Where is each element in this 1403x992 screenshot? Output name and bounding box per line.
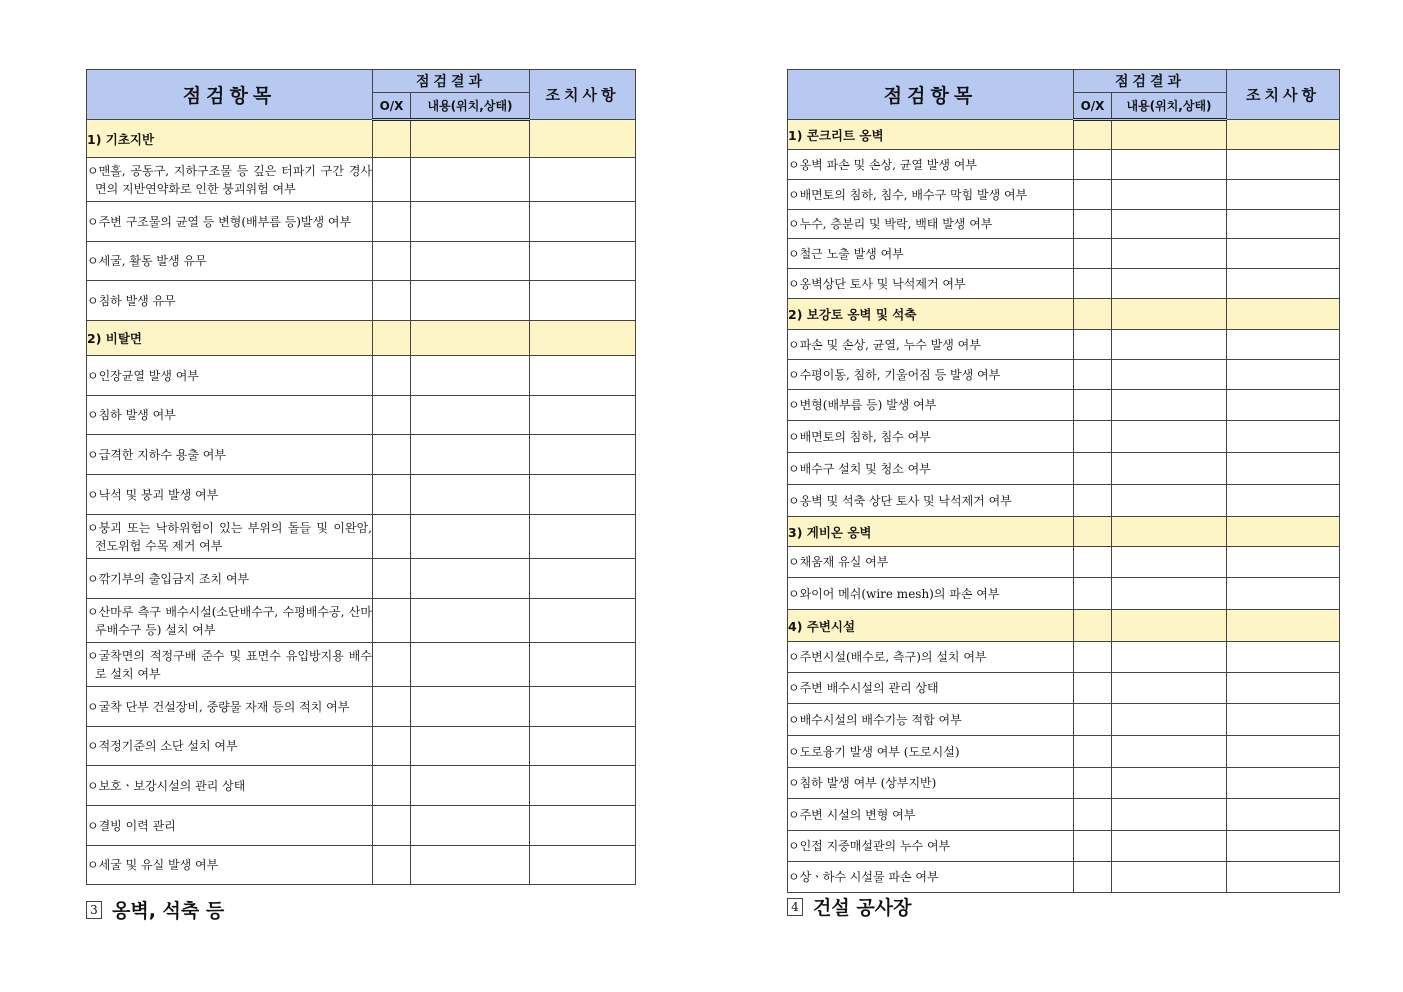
ox-cell[interactable] bbox=[373, 846, 411, 885]
content-cell[interactable] bbox=[1112, 517, 1227, 547]
section-title-cell: 3) 게비온 옹벽 bbox=[788, 517, 1074, 547]
content-cell[interactable] bbox=[411, 158, 530, 202]
section-number-box: 3 bbox=[86, 901, 102, 919]
action-cell[interactable] bbox=[530, 321, 636, 356]
check-item-text: ㅇ낙석 및 붕괴 발생 여부 bbox=[87, 487, 219, 502]
content-cell[interactable] bbox=[1112, 421, 1227, 453]
check-item-cell bbox=[788, 239, 1074, 269]
section-row bbox=[788, 517, 1340, 547]
section-title-cell: 1) 콘크리트 옹벽 bbox=[788, 120, 1074, 150]
check-item-row bbox=[788, 421, 1340, 453]
ox-cell[interactable] bbox=[1074, 269, 1112, 299]
action-cell[interactable] bbox=[1227, 299, 1340, 330]
header-ox: O/X bbox=[1074, 93, 1112, 120]
check-item-text: ㅇ세굴, 활동 발생 유무 bbox=[87, 254, 207, 268]
check-item-cell bbox=[87, 242, 373, 281]
ox-cell[interactable] bbox=[1074, 862, 1112, 893]
content-cell[interactable] bbox=[411, 846, 530, 885]
check-item-cell bbox=[788, 704, 1074, 736]
action-cell[interactable] bbox=[530, 356, 636, 396]
check-item-cell bbox=[788, 360, 1074, 390]
content-cell[interactable] bbox=[411, 727, 530, 766]
ox-cell[interactable] bbox=[373, 158, 411, 202]
check-item-row bbox=[788, 180, 1340, 210]
check-item-text: ㅇ도로융기 발생 여부 (도로시설) bbox=[788, 744, 960, 759]
content-cell[interactable] bbox=[1112, 390, 1227, 421]
check-item-cell bbox=[87, 475, 373, 515]
check-item-cell bbox=[87, 396, 373, 435]
check-item-row bbox=[788, 768, 1340, 799]
section-title-cell: 2) 보강토 옹벽 및 석축 bbox=[788, 299, 1074, 330]
check-item-text: ㅇ산마루 측구 배수시설(소단배수구, 수평배수공, 산마루배수구 등) 설치 여부 bbox=[87, 604, 372, 637]
ox-cell[interactable] bbox=[1074, 421, 1112, 453]
check-item-text: ㅇ인장균열 발생 여부 bbox=[87, 368, 199, 383]
check-item-text: ㅇ적정기준의 소단 설치 여부 bbox=[87, 739, 238, 753]
action-cell[interactable] bbox=[1227, 150, 1340, 180]
action-cell[interactable] bbox=[1227, 736, 1340, 768]
ox-cell[interactable] bbox=[1074, 239, 1112, 269]
ox-cell[interactable] bbox=[1074, 360, 1112, 390]
right-section-caption bbox=[787, 893, 911, 920]
section-title-cell: 2) 비탈면 bbox=[87, 321, 373, 356]
content-cell[interactable] bbox=[411, 559, 530, 599]
action-cell[interactable] bbox=[1227, 704, 1340, 736]
action-cell[interactable] bbox=[530, 643, 636, 687]
check-item-cell bbox=[87, 766, 373, 806]
check-item-text: ㅇ배수구 설치 및 청소 여부 bbox=[788, 461, 931, 476]
ox-cell[interactable] bbox=[373, 687, 411, 727]
section-title: 옹벽, 석축 등 bbox=[112, 900, 225, 922]
check-item-row bbox=[788, 269, 1340, 299]
action-cell[interactable] bbox=[1227, 485, 1340, 517]
check-item-row bbox=[87, 687, 636, 727]
check-item-cell bbox=[87, 846, 373, 885]
ox-cell[interactable] bbox=[1074, 299, 1112, 330]
ox-cell[interactable] bbox=[373, 599, 411, 643]
ox-cell[interactable] bbox=[1074, 330, 1112, 360]
check-item-cell bbox=[87, 806, 373, 846]
section-row bbox=[788, 610, 1340, 642]
action-cell[interactable] bbox=[1227, 831, 1340, 862]
check-item-cell bbox=[788, 642, 1074, 673]
action-cell[interactable] bbox=[530, 435, 636, 475]
check-item-cell bbox=[788, 547, 1074, 578]
section-title-cell: 4) 주변시설 bbox=[788, 610, 1074, 642]
check-item-cell bbox=[788, 210, 1074, 239]
ox-cell[interactable] bbox=[1074, 485, 1112, 517]
check-item-text: ㅇ옹벽 파손 및 손상, 균열 발생 여부 bbox=[788, 157, 977, 172]
check-item-row bbox=[87, 515, 636, 559]
ox-cell[interactable] bbox=[1074, 831, 1112, 862]
check-item-text: ㅇ맨홀, 공동구, 지하구조물 등 깊은 터파기 구간 경사면의 지반연약화로 인한 붕괴위험 여부 bbox=[87, 163, 372, 196]
check-item-text: ㅇ깎기부의 출입금지 조치 여부 bbox=[87, 571, 250, 586]
check-item-row bbox=[788, 360, 1340, 390]
ox-cell[interactable] bbox=[373, 321, 411, 356]
check-item-row bbox=[87, 599, 636, 643]
check-item-row bbox=[788, 736, 1340, 768]
content-cell[interactable] bbox=[1112, 831, 1227, 862]
ox-cell[interactable] bbox=[373, 242, 411, 281]
check-item-text: ㅇ주변 배수시설의 관리 상태 bbox=[788, 681, 939, 695]
ox-cell[interactable] bbox=[1074, 642, 1112, 673]
content-cell[interactable] bbox=[411, 806, 530, 846]
check-item-cell bbox=[788, 799, 1074, 831]
check-item-cell bbox=[87, 356, 373, 396]
ox-cell[interactable] bbox=[1074, 517, 1112, 547]
left-table-header bbox=[87, 70, 636, 120]
check-item-row bbox=[87, 202, 636, 242]
ox-cell[interactable] bbox=[1074, 736, 1112, 768]
right-inspection-table bbox=[787, 69, 1340, 893]
content-cell[interactable] bbox=[1112, 239, 1227, 269]
content-cell[interactable] bbox=[411, 475, 530, 515]
content-cell[interactable] bbox=[1112, 210, 1227, 239]
content-cell[interactable] bbox=[1112, 360, 1227, 390]
check-item-row bbox=[788, 547, 1340, 578]
action-cell[interactable] bbox=[1227, 360, 1340, 390]
check-item-text: ㅇ배면토의 침하, 침수 여부 bbox=[788, 429, 931, 444]
check-item-cell bbox=[87, 687, 373, 727]
section-row bbox=[788, 299, 1340, 330]
ox-cell[interactable] bbox=[373, 643, 411, 687]
content-cell[interactable] bbox=[1112, 299, 1227, 330]
action-cell[interactable] bbox=[530, 475, 636, 515]
check-item-cell bbox=[788, 330, 1074, 360]
check-item-row bbox=[87, 643, 636, 687]
right-table-body bbox=[788, 120, 1340, 893]
action-cell[interactable] bbox=[1227, 517, 1340, 547]
check-item-cell bbox=[87, 515, 373, 559]
check-item-cell bbox=[788, 736, 1074, 768]
check-item-text: ㅇ배수시설의 배수기능 적합 여부 bbox=[788, 712, 962, 727]
check-item-row bbox=[788, 453, 1340, 485]
check-item-text: ㅇ결빙 이력 관리 bbox=[87, 818, 176, 833]
content-cell[interactable] bbox=[1112, 120, 1227, 150]
ox-cell[interactable] bbox=[373, 120, 411, 158]
check-item-cell bbox=[87, 559, 373, 599]
action-cell[interactable] bbox=[1227, 642, 1340, 673]
ox-cell[interactable] bbox=[1074, 768, 1112, 799]
check-item-text: ㅇ와이어 메쉬(wire mesh)의 파손 여부 bbox=[788, 586, 1000, 601]
check-item-text: ㅇ누수, 층분리 및 박락, 백태 발생 여부 bbox=[788, 217, 993, 231]
check-item-row bbox=[788, 330, 1340, 360]
action-cell[interactable] bbox=[1227, 799, 1340, 831]
left-inspection-table bbox=[86, 69, 636, 885]
action-cell[interactable] bbox=[530, 158, 636, 202]
check-item-row bbox=[788, 150, 1340, 180]
check-item-row bbox=[788, 831, 1340, 862]
action-cell[interactable] bbox=[1227, 768, 1340, 799]
check-item-row bbox=[87, 242, 636, 281]
check-item-row bbox=[788, 799, 1340, 831]
ox-cell[interactable] bbox=[1074, 210, 1112, 239]
content-cell[interactable] bbox=[1112, 269, 1227, 299]
check-item-text: ㅇ침하 발생 여부 bbox=[87, 408, 176, 422]
check-item-text: ㅇ옹벽상단 토사 및 낙석제거 여부 bbox=[788, 276, 966, 291]
check-item-text: ㅇ채움재 유실 여부 bbox=[788, 555, 889, 569]
check-item-cell bbox=[788, 862, 1074, 893]
action-cell[interactable] bbox=[1227, 673, 1340, 704]
action-cell[interactable] bbox=[530, 599, 636, 643]
action-cell[interactable] bbox=[530, 242, 636, 281]
ox-cell[interactable] bbox=[373, 356, 411, 396]
content-cell[interactable] bbox=[411, 321, 530, 356]
action-cell[interactable] bbox=[530, 559, 636, 599]
check-item-text: ㅇ주변시설(배수로, 측구)의 설치 여부 bbox=[788, 650, 987, 664]
header-inspection-result: 점검결과 bbox=[1074, 70, 1227, 93]
header-inspection-result: 점검결과 bbox=[373, 70, 530, 93]
check-item-row bbox=[788, 210, 1340, 239]
section-row bbox=[87, 120, 636, 158]
header-inspection-item: 점검항목 bbox=[87, 70, 373, 120]
action-cell[interactable] bbox=[530, 727, 636, 766]
check-item-row bbox=[788, 578, 1340, 610]
action-cell[interactable] bbox=[530, 396, 636, 435]
action-cell[interactable] bbox=[530, 120, 636, 158]
section-title-cell: 1) 기초지반 bbox=[87, 120, 373, 158]
ox-cell[interactable] bbox=[1074, 673, 1112, 704]
action-cell[interactable] bbox=[530, 687, 636, 727]
action-cell[interactable] bbox=[1227, 547, 1340, 578]
content-cell[interactable] bbox=[411, 396, 530, 435]
content-cell[interactable] bbox=[1112, 673, 1227, 704]
ox-cell[interactable] bbox=[373, 727, 411, 766]
check-item-row bbox=[788, 642, 1340, 673]
action-cell[interactable] bbox=[530, 806, 636, 846]
action-cell[interactable] bbox=[1227, 862, 1340, 893]
check-item-cell bbox=[87, 435, 373, 475]
action-cell[interactable] bbox=[1227, 330, 1340, 360]
content-cell[interactable] bbox=[1112, 485, 1227, 517]
section-row bbox=[788, 120, 1340, 150]
action-cell[interactable] bbox=[1227, 421, 1340, 453]
ox-cell[interactable] bbox=[1074, 799, 1112, 831]
content-cell[interactable] bbox=[411, 281, 530, 321]
ox-cell[interactable] bbox=[373, 281, 411, 321]
content-cell[interactable] bbox=[1112, 610, 1227, 642]
action-cell[interactable] bbox=[1227, 210, 1340, 239]
action-cell[interactable] bbox=[1227, 578, 1340, 610]
check-item-text: ㅇ굴착 단부 건설장비, 중량물 자재 등의 적치 여부 bbox=[87, 699, 350, 714]
check-item-text: ㅇ굴착면의 적정구배 준수 및 표면수 유입방지용 배수로 설치 여부 bbox=[87, 648, 372, 681]
check-item-row bbox=[87, 475, 636, 515]
content-cell[interactable] bbox=[411, 766, 530, 806]
check-item-row bbox=[788, 390, 1340, 421]
check-item-text: ㅇ철근 노출 발생 여부 bbox=[788, 246, 904, 261]
check-item-row bbox=[87, 766, 636, 806]
content-cell[interactable] bbox=[411, 643, 530, 687]
ox-cell[interactable] bbox=[1074, 390, 1112, 421]
content-cell[interactable] bbox=[411, 599, 530, 643]
content-cell[interactable] bbox=[411, 120, 530, 158]
check-item-row bbox=[87, 559, 636, 599]
check-item-text: ㅇ파손 및 손상, 균열, 누수 발생 여부 bbox=[788, 337, 981, 352]
check-item-cell bbox=[788, 578, 1074, 610]
check-item-text: ㅇ인접 지중매설관의 누수 여부 bbox=[788, 839, 951, 853]
action-cell[interactable] bbox=[1227, 610, 1340, 642]
check-item-cell bbox=[788, 453, 1074, 485]
check-item-text: ㅇ주변 시설의 변형 여부 bbox=[788, 807, 916, 822]
action-cell[interactable] bbox=[1227, 390, 1340, 421]
header-ox: O/X bbox=[373, 93, 411, 120]
header-action-taken: 조치사항 bbox=[1227, 70, 1340, 120]
content-cell[interactable] bbox=[1112, 736, 1227, 768]
ox-cell[interactable] bbox=[373, 559, 411, 599]
header-content: 내용(위치,상태) bbox=[411, 93, 530, 120]
check-item-row bbox=[87, 396, 636, 435]
check-item-text: ㅇ붕괴 또는 낙하위험이 있는 부위의 돌들 및 이완암, 전도위험 수목 제거 여부 bbox=[87, 520, 372, 553]
action-cell[interactable] bbox=[530, 281, 636, 321]
action-cell[interactable] bbox=[1227, 120, 1340, 150]
ox-cell[interactable] bbox=[373, 435, 411, 475]
content-cell[interactable] bbox=[1112, 547, 1227, 578]
content-cell[interactable] bbox=[411, 515, 530, 559]
content-cell[interactable] bbox=[1112, 862, 1227, 893]
check-item-cell bbox=[87, 599, 373, 643]
check-item-row bbox=[788, 704, 1340, 736]
content-cell[interactable] bbox=[1112, 704, 1227, 736]
check-item-row bbox=[87, 158, 636, 202]
ox-cell[interactable] bbox=[373, 475, 411, 515]
ox-cell[interactable] bbox=[1074, 610, 1112, 642]
ox-cell[interactable] bbox=[1074, 453, 1112, 485]
check-item-row bbox=[87, 435, 636, 475]
content-cell[interactable] bbox=[1112, 453, 1227, 485]
check-item-cell bbox=[87, 202, 373, 242]
content-cell[interactable] bbox=[1112, 180, 1227, 210]
ox-cell[interactable] bbox=[1074, 704, 1112, 736]
content-cell[interactable] bbox=[411, 687, 530, 727]
action-cell[interactable] bbox=[1227, 239, 1340, 269]
check-item-cell bbox=[788, 768, 1074, 799]
check-item-row bbox=[87, 727, 636, 766]
check-item-text: ㅇ배면토의 침하, 침수, 배수구 막힘 발생 여부 bbox=[788, 187, 1028, 202]
check-item-row bbox=[788, 673, 1340, 704]
check-item-row bbox=[87, 806, 636, 846]
header-action-taken: 조치사항 bbox=[530, 70, 636, 120]
check-item-row bbox=[87, 356, 636, 396]
ox-cell[interactable] bbox=[1074, 578, 1112, 610]
header-inspection-item: 점검항목 bbox=[788, 70, 1074, 120]
check-item-cell bbox=[788, 673, 1074, 704]
ox-cell[interactable] bbox=[373, 806, 411, 846]
content-cell[interactable] bbox=[1112, 330, 1227, 360]
ox-cell[interactable] bbox=[1074, 180, 1112, 210]
action-cell[interactable] bbox=[530, 202, 636, 242]
content-cell[interactable] bbox=[1112, 642, 1227, 673]
left-section-caption bbox=[86, 896, 224, 923]
content-cell[interactable] bbox=[411, 356, 530, 396]
check-item-cell bbox=[788, 269, 1074, 299]
check-item-text: ㅇ옹벽 및 석축 상단 토사 및 낙석제거 여부 bbox=[788, 493, 1012, 508]
ox-cell[interactable] bbox=[373, 202, 411, 242]
right-table-header bbox=[788, 70, 1340, 120]
content-cell[interactable] bbox=[1112, 799, 1227, 831]
check-item-text: ㅇ상ㆍ하수 시설물 파손 여부 bbox=[788, 870, 939, 884]
header-content: 내용(위치,상태) bbox=[1112, 93, 1227, 120]
check-item-cell bbox=[87, 643, 373, 687]
section-row bbox=[87, 321, 636, 356]
check-item-row bbox=[788, 862, 1340, 893]
left-table-body bbox=[87, 120, 636, 885]
action-cell[interactable] bbox=[1227, 180, 1340, 210]
action-cell[interactable] bbox=[530, 766, 636, 806]
check-item-text: ㅇ급격한 지하수 용출 여부 bbox=[87, 447, 226, 462]
ox-cell[interactable] bbox=[1074, 120, 1112, 150]
action-cell[interactable] bbox=[1227, 269, 1340, 299]
check-item-cell bbox=[788, 390, 1074, 421]
check-item-row bbox=[87, 846, 636, 885]
ox-cell[interactable] bbox=[373, 396, 411, 435]
check-item-text: ㅇ주변 구조물의 균열 등 변형(배부름 등)발생 여부 bbox=[87, 214, 352, 229]
check-item-cell bbox=[788, 485, 1074, 517]
section-number-box: 4 bbox=[787, 898, 803, 916]
content-cell[interactable] bbox=[411, 242, 530, 281]
check-item-cell bbox=[87, 158, 373, 202]
check-item-cell bbox=[87, 727, 373, 766]
content-cell[interactable] bbox=[1112, 578, 1227, 610]
content-cell[interactable] bbox=[411, 435, 530, 475]
ox-cell[interactable] bbox=[1074, 547, 1112, 578]
check-item-text: ㅇ보호ㆍ보강시설의 관리 상태 bbox=[87, 778, 246, 793]
content-cell[interactable] bbox=[1112, 150, 1227, 180]
check-item-cell bbox=[788, 831, 1074, 862]
section-title: 건설 공사장 bbox=[813, 897, 912, 919]
ox-cell[interactable] bbox=[1074, 150, 1112, 180]
action-cell[interactable] bbox=[1227, 453, 1340, 485]
check-item-text: ㅇ침하 발생 유무 bbox=[87, 293, 176, 308]
check-item-text: ㅇ변형(배부름 등) 발생 여부 bbox=[788, 398, 937, 412]
ox-cell[interactable] bbox=[373, 766, 411, 806]
check-item-text: ㅇ세굴 및 유실 발생 여부 bbox=[87, 858, 219, 872]
content-cell[interactable] bbox=[411, 202, 530, 242]
action-cell[interactable] bbox=[530, 846, 636, 885]
check-item-text: ㅇ수평이동, 침하, 기울어짐 등 발생 여부 bbox=[788, 367, 1001, 382]
check-item-row bbox=[788, 239, 1340, 269]
check-item-row bbox=[788, 485, 1340, 517]
check-item-cell bbox=[788, 150, 1074, 180]
content-cell[interactable] bbox=[1112, 768, 1227, 799]
check-item-text: ㅇ침하 발생 여부 (상부지반) bbox=[788, 776, 937, 790]
ox-cell[interactable] bbox=[373, 515, 411, 559]
check-item-cell bbox=[788, 180, 1074, 210]
check-item-row bbox=[87, 281, 636, 321]
action-cell[interactable] bbox=[530, 515, 636, 559]
check-item-cell bbox=[788, 421, 1074, 453]
check-item-cell bbox=[87, 281, 373, 321]
